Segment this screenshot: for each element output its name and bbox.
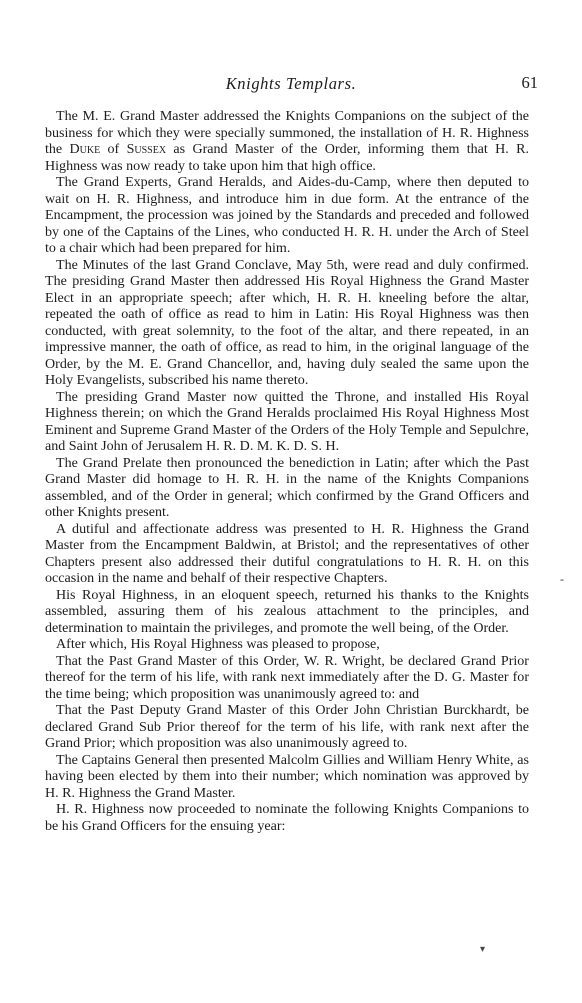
paragraph-6: A dutiful and affectionate address was presented to H. R. Highness the Grand Master from the Encampment Baldwin, at Bristol; and the representatives of other Chapters present also addressed their dutiful congratulations to H. R. H. on this occasion in the name and behalf of their respective Chapters. bbox=[45, 520, 529, 586]
paragraph-2: The Grand Experts, Grand Heralds, and Aides-du-Camp, where then deputed to wait on H. R. Highness, and introduce him in due form. At the entrance of the Encampment, the procession was joined by the Standards and preceded and followed by one of the Captains of the Lines, who conducted H. R. H. under the Arch of Steel to a chair which had been prepared for him. bbox=[45, 174, 529, 256]
foot-mark: ▾ bbox=[480, 944, 486, 955]
paragraph-12: H. R. Highness now proceeded to nominate the following Knights Companions to be his Grand Officers for the ensuing year: bbox=[45, 801, 529, 834]
margin-mark: - bbox=[560, 572, 564, 586]
page-number: 61 bbox=[521, 73, 538, 92]
paragraph-1 bbox=[45, 108, 529, 174]
text-run: of bbox=[100, 141, 127, 157]
text-run: The M. E. Grand Master addressed the Knights Companions on the subject of the business for which they were specially summoned, the installation of H. R. Highness the bbox=[45, 108, 529, 157]
paragraph-7: His Royal Highness, in an eloquent speech, returned his thanks to the Knights assembled, assuring them of his zealous attachment to the principles, and determination to maintain the privileges, and promote the well being, of the Order. bbox=[45, 586, 529, 636]
paragraph-3: The Minutes of the last Grand Conclave, May 5th, were read and duly confirmed. The presiding Grand Master then addressed His Royal Highness the Grand Master Elect in an appropriate speech; after which, H. R. H. kneeling before the altar, repeated the oath of office as read to him in Latin: His Royal Highness was then conducted, with great solemnity, to the foot of the altar, and there repeated, in an impressive manner, the oath of office, as read to him, in the original language of the Order, by the M. E. Grand Chancellor, and, having duly sealed the same upon the Holy Evangelists, subscribed his name thereto. bbox=[45, 256, 529, 388]
paragraph-5: The Grand Prelate then pronounced the benediction in Latin; after which the Past Grand Master did homage to H. R. H. in the name of the Knights Companions assembled, and of the Order in general; which confirmed by the Grand Officers and other Knights present. bbox=[45, 454, 529, 520]
paragraph-4: The presiding Grand Master now quitted the Throne, and installed His Royal Highness therein; on which the Grand Heralds proclaimed His Royal Highness Most Eminent and Supreme Grand Master of the Orders of the Holy Temple and Sepulchre, and Saint John of Jerusalem H. R. D. M. K. D. S. H. bbox=[45, 388, 529, 454]
text-run: as Grand Master of the Order, informing them that H. R. Highness was now ready to take upon him that high office. bbox=[45, 141, 529, 174]
sussex-small-caps: Sussex bbox=[126, 141, 167, 157]
paragraph-9: That the Past Grand Master of this Order, W. R. Wright, be declared Grand Prior thereof for the term of his life, with rank next immediately after the D. G. Master for the time being; which proposition was unanimously agreed to: and bbox=[45, 652, 529, 702]
duke-small-caps: Duke bbox=[69, 141, 101, 157]
running-title: Knights Templars. bbox=[225, 74, 357, 93]
running-head bbox=[0, 74, 582, 96]
paragraph-11: The Captains General then presented Malcolm Gillies and William Henry White, as having been elected by them into their number; which nomination was approved by H. R. Highness the Grand Master. bbox=[45, 751, 529, 801]
paragraph-10: That the Past Deputy Grand Master of this Order John Christian Burckhardt, be declared Grand Sub Prior thereof for the term of his life, with rank next after the Grand Prior; which proposition was also unanimously agreed to. bbox=[45, 702, 529, 751]
body-text bbox=[45, 108, 529, 834]
paragraph-8: After which, His Royal Highness was pleased to propose, bbox=[56, 636, 380, 652]
